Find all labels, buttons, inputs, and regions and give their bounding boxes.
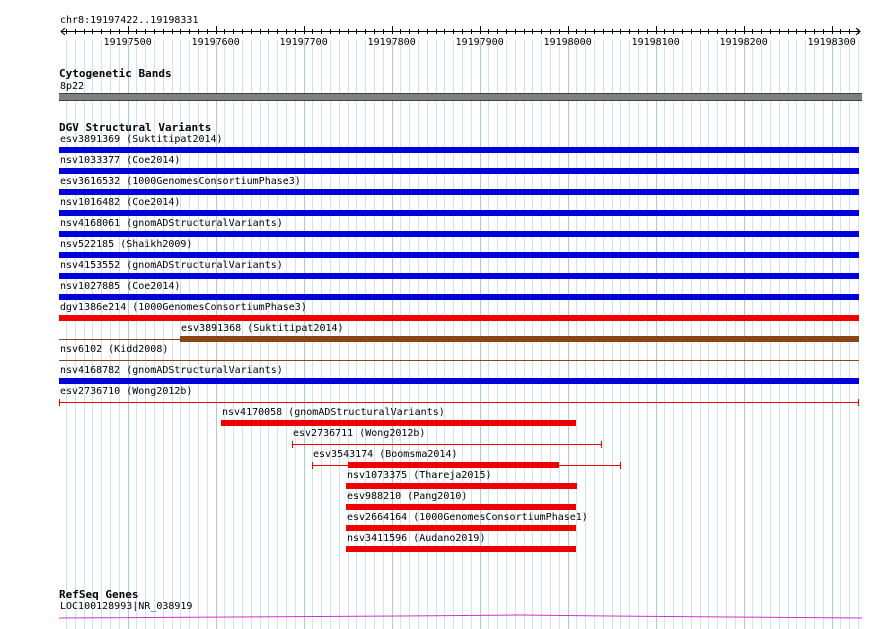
dgv-feature-bar[interactable] xyxy=(59,315,859,321)
dgv-feature-label[interactable]: esv2736711 (Wong2012b) xyxy=(293,428,426,439)
dgv-feature-label[interactable]: esv3616532 (1000GenomesConsortiumPhase3) xyxy=(60,176,301,187)
ruler-tick-label: 19197600 xyxy=(191,37,240,48)
dgv-feature-label[interactable]: nsv6102 (Kidd2008) xyxy=(60,344,169,355)
dgv-feature-label[interactable]: nsv4168782 (gnomADStructuralVariants) xyxy=(60,365,283,376)
dgv-track-title[interactable]: DGV Structural Variants xyxy=(59,121,212,134)
dgv-feature-bar[interactable] xyxy=(59,252,859,258)
dgv-feature-label[interactable]: esv3543174 (Boomsma2014) xyxy=(313,449,458,460)
dgv-feature-bar[interactable] xyxy=(346,525,576,531)
dgv-feature-label[interactable]: nsv4168061 (gnomADStructuralVariants) xyxy=(60,218,283,229)
dgv-feature-bar[interactable] xyxy=(348,462,559,468)
dgv-feature-bar[interactable] xyxy=(59,378,859,384)
refseq-track-title[interactable]: RefSeq Genes xyxy=(59,588,139,601)
dgv-feature-bar[interactable] xyxy=(59,168,859,174)
cytoband-label: 8p22 xyxy=(60,81,85,92)
dgv-feature-label[interactable]: esv2736710 (Wong2012b) xyxy=(60,386,193,397)
dgv-feature-line[interactable] xyxy=(59,402,859,403)
dgv-feature-label[interactable]: nsv1016482 (Coe2014) xyxy=(60,197,181,208)
dgv-feature-bar[interactable] xyxy=(346,483,577,489)
dgv-feature-label[interactable]: nsv1033377 (Coe2014) xyxy=(60,155,181,166)
dgv-feature-label[interactable]: nsv3411596 (Audano2019) xyxy=(347,533,486,544)
dgv-feature-label[interactable]: nsv1027885 (Coe2014) xyxy=(60,281,181,292)
dgv-feature-label[interactable]: esv988210 (Pang2010) xyxy=(347,491,468,502)
dgv-feature-line[interactable] xyxy=(59,360,859,361)
dgv-feature-label[interactable]: esv2664164 (1000GenomesConsortiumPhase1) xyxy=(347,512,588,523)
dgv-feature-label[interactable]: nsv4153552 (gnomADStructuralVariants) xyxy=(60,260,283,271)
dgv-feature-bar[interactable] xyxy=(346,504,576,510)
ruler-tick-label: 19197700 xyxy=(279,37,328,48)
ruler-tick-label: 19198000 xyxy=(543,37,592,48)
dgv-feature-end-cap xyxy=(620,462,621,469)
dgv-feature-bar[interactable] xyxy=(59,231,859,237)
dgv-feature-label[interactable]: esv3891368 (Suktitipat2014) xyxy=(181,323,344,334)
dgv-feature-start-cap xyxy=(292,441,293,448)
dgv-feature-bar[interactable] xyxy=(221,420,576,426)
dgv-feature-end-cap xyxy=(601,441,602,448)
ruler-tick-label: 19198300 xyxy=(807,37,856,48)
ruler-tick-label: 19198100 xyxy=(631,37,680,48)
region-label: chr8:19197422..19198331 xyxy=(60,15,199,26)
dgv-feature-end-cap xyxy=(858,399,859,406)
dgv-feature-line[interactable] xyxy=(292,444,602,445)
dgv-feature-label[interactable]: nsv1073375 (Thareja2015) xyxy=(347,470,492,481)
dgv-feature-label[interactable]: nsv4170058 (gnomADStructuralVariants) xyxy=(222,407,445,418)
dgv-feature-label[interactable]: esv3891369 (Suktitipat2014) xyxy=(60,134,223,145)
dgv-feature-label[interactable]: dgv1386e214 (1000GenomesConsortiumPhase3) xyxy=(60,302,307,313)
dgv-feature-bar[interactable] xyxy=(59,273,859,279)
dgv-feature-bar[interactable] xyxy=(59,210,859,216)
ruler-tick-label: 19197800 xyxy=(367,37,416,48)
ruler-tick-label: 19197900 xyxy=(455,37,504,48)
dgv-feature-bar[interactable] xyxy=(59,189,859,195)
ruler-tick-label: 19198200 xyxy=(719,37,768,48)
dgv-feature-tail xyxy=(59,339,180,340)
dgv-feature-start-cap xyxy=(312,462,313,469)
dgv-feature-bar[interactable] xyxy=(59,147,859,153)
dgv-feature-start-cap xyxy=(59,399,60,406)
dgv-feature-label[interactable]: nsv522185 (Shaikh2009) xyxy=(60,239,193,250)
cytoband-track-title[interactable]: Cytogenetic Bands xyxy=(59,67,172,80)
ruler-tick-label: 19197500 xyxy=(103,37,152,48)
dgv-feature-bar[interactable] xyxy=(346,546,576,552)
dgv-feature-bar[interactable] xyxy=(59,294,859,300)
refseq-gene-line[interactable] xyxy=(0,612,890,624)
dgv-feature-bar[interactable] xyxy=(180,336,859,342)
refseq-gene-label[interactable]: LOC100128993|NR_038919 xyxy=(60,601,193,612)
refseq-gene-intron xyxy=(59,615,862,618)
